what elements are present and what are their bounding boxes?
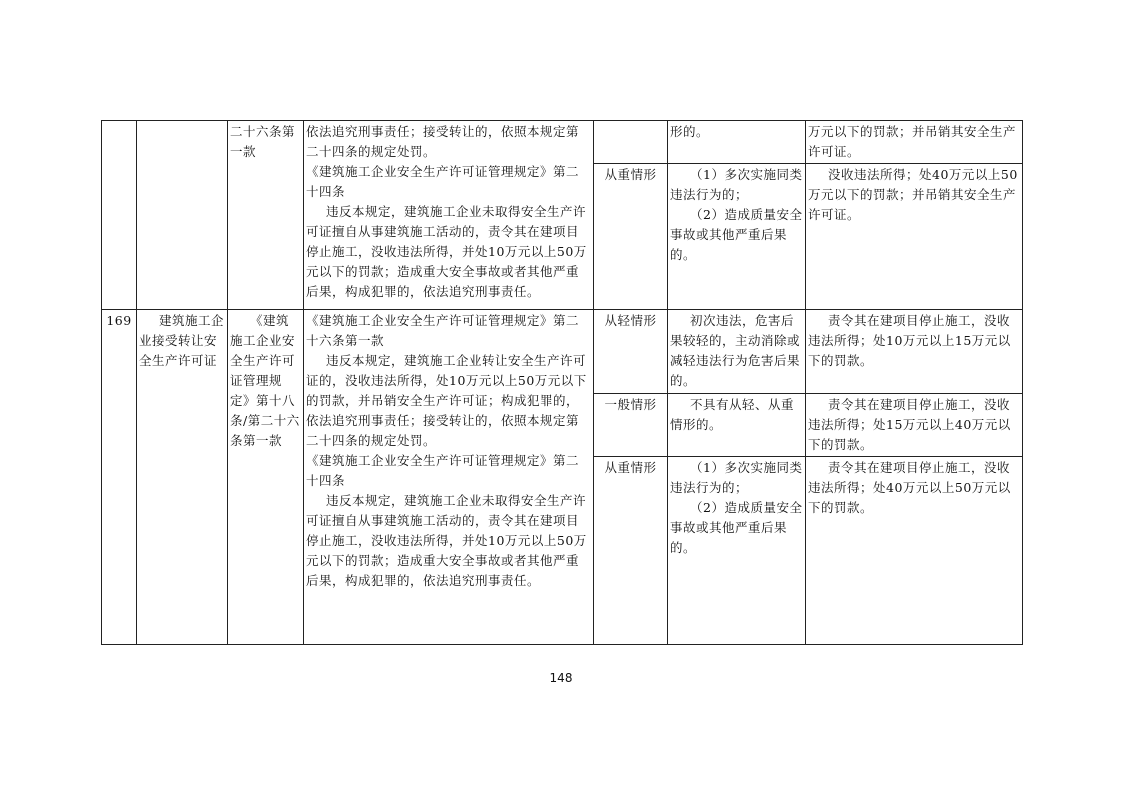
cell-condition	[668, 164, 806, 310]
table-row	[102, 310, 1023, 394]
cell-basis-continued	[228, 121, 304, 310]
condition-1-text: （1）多次实施同类违法行为的；	[670, 460, 803, 495]
legal-24-body: 违反本规定，建筑施工企业未取得安全生产许可证擅自从事建筑施工活动的，责令其在建项目停止施工，没收违法所得，并处10万元以上50万元以下的罚款；造成重大安全事故或者其他严重后果，构成犯罪的，依法追究刑事责任。	[306, 493, 587, 588]
cell-item-empty	[137, 121, 228, 310]
cell-penalty: 责令其在建项目停止施工，没收违法所得；处40万元以上50万元以下的罚款。	[806, 457, 1023, 645]
basis-tail-text: 二十六条第一款	[230, 124, 296, 159]
legal-24-title: 《建筑施工企业安全生产许可证管理规定》第二十四条	[306, 453, 580, 488]
cell-penalty: 责令其在建项目停止施工，没收违法所得；处10万元以上15万元以下的罚款。	[806, 310, 1023, 394]
legal-tail-text: 依法追究刑事责任；接受转让的，依照本规定第二十四条的规定处罚。	[306, 124, 580, 159]
legal-24-body: 违反本规定，建筑施工企业未取得安全生产许可证擅自从事建筑施工活动的，责令其在建项目停止施工，没收违法所得，并处10万元以上50万元以下的罚款；造成重大安全事故或者其他严重后果，构成犯罪的，依法追究刑事责任。	[306, 204, 587, 299]
cell-condition: 初次违法，危害后果较轻的，主动消除或减轻违法行为危害后果的。	[668, 310, 806, 394]
legal-24-title: 《建筑施工企业安全生产许可证管理规定》第二十四条	[306, 164, 580, 199]
cell-entry-item: 建筑施工企业接受转让安全生产许可证	[137, 310, 228, 645]
cell-condition: 形的。	[668, 121, 806, 164]
condition-1-text: （1）多次实施同类违法行为的；	[670, 167, 803, 202]
cell-number-empty	[102, 121, 137, 310]
cell-entry-number: 169	[102, 310, 137, 645]
cell-condition	[668, 457, 806, 645]
condition-2-text: （2）造成质量安全事故或其他严重后果的。	[670, 500, 803, 555]
page-number: 148	[549, 671, 573, 685]
table-row	[102, 121, 1023, 164]
cell-circumstance: 从重情形	[594, 164, 668, 310]
cell-condition: 不具有从轻、从重情形的。	[668, 394, 806, 457]
cell-penalty: 万元以下的罚款；并吊销其安全生产许可证。	[806, 121, 1023, 164]
legal-26-body: 违反本规定，建筑施工企业转让安全生产许可证的，没收违法所得，处10万元以上50万元以下的罚款，并吊销安全生产许可证；构成犯罪的，依法追究刑事责任；接受转让的，依照本规定第二十四条的规定处罚。	[306, 353, 587, 448]
cell-entry-basis: 《建筑施工企业安全生产许可证管理规定》第十八条/第二十六条第一款	[228, 310, 304, 645]
cell-circumstance: 一般情形	[594, 394, 668, 457]
cell-circumstance: 从轻情形	[594, 310, 668, 394]
penalty-standards-table	[101, 120, 1023, 645]
cell-legal-text-continued	[304, 121, 594, 310]
cell-entry-legal-text	[304, 310, 594, 645]
condition-2-text: （2）造成质量安全事故或其他严重后果的。	[670, 207, 803, 262]
cell-circumstance: 从重情形	[594, 457, 668, 645]
cell-penalty: 责令其在建项目停止施工，没收违法所得；处15万元以上40万元以下的罚款。	[806, 394, 1023, 457]
legal-26-title: 《建筑施工企业安全生产许可证管理规定》第二十六条第一款	[306, 313, 580, 348]
cell-penalty: 没收违法所得；处40万元以上50万元以下的罚款；并吊销其安全生产许可证。	[806, 164, 1023, 310]
cell-circumstance	[594, 121, 668, 164]
